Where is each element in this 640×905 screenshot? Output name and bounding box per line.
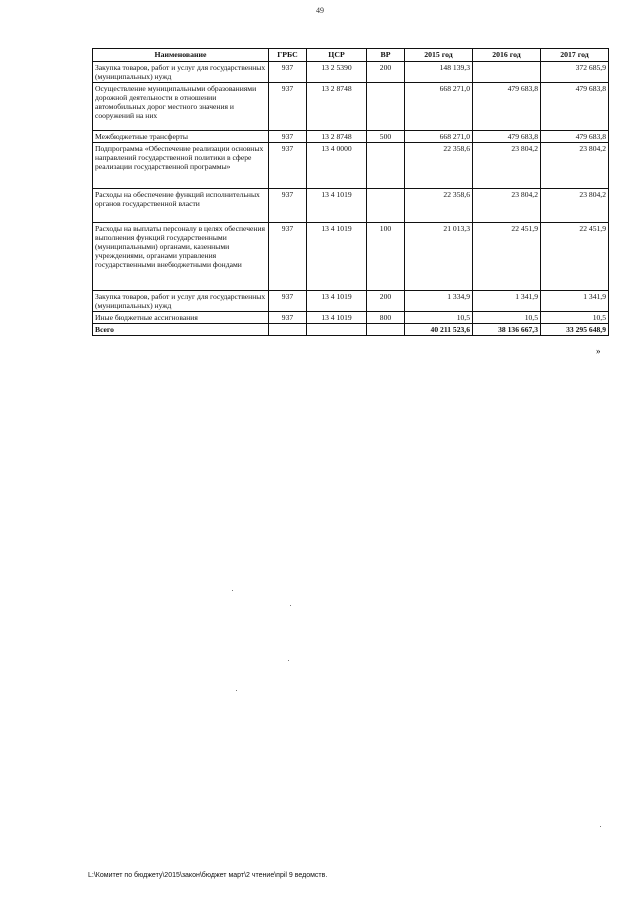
row-2015: 668 271,0 <box>405 131 473 143</box>
row-grbs: 937 <box>269 131 307 143</box>
row-2016: 10,5 <box>473 312 541 324</box>
row-grbs: 937 <box>269 143 307 189</box>
table-row <box>93 291 609 312</box>
budget-table <box>92 48 609 336</box>
row-grbs: 937 <box>269 223 307 291</box>
table-header-row <box>93 49 609 62</box>
row-name: Расходы на обеспечение функций исполнительных органов государственной власти <box>93 189 269 223</box>
row-csr: 13 4 0000 <box>307 143 367 189</box>
scan-speck <box>236 690 237 691</box>
row-2017: 479 683,8 <box>541 131 609 143</box>
scan-speck <box>288 660 289 661</box>
row-name: Закупка товаров, работ и услуг для государственных (муниципальных) нужд <box>93 291 269 312</box>
row-grbs: 937 <box>269 312 307 324</box>
total-vr-empty <box>367 324 405 336</box>
row-2017: 23 804,2 <box>541 189 609 223</box>
scan-speck <box>600 826 601 827</box>
header-2016: 2016 год <box>473 49 541 62</box>
page-number: 49 <box>316 6 324 15</box>
row-vr: 200 <box>367 291 405 312</box>
total-2016: 38 136 667,3 <box>473 324 541 336</box>
row-2016: 479 683,8 <box>473 131 541 143</box>
row-2017: 10,5 <box>541 312 609 324</box>
header-2015: 2015 год <box>405 49 473 62</box>
row-2016: 23 804,2 <box>473 143 541 189</box>
row-grbs: 937 <box>269 62 307 83</box>
table-row <box>93 189 609 223</box>
row-vr: 500 <box>367 131 405 143</box>
total-csr-empty <box>307 324 367 336</box>
total-label: Всего <box>93 324 269 336</box>
row-2016: 1 341,9 <box>473 291 541 312</box>
row-vr <box>367 189 405 223</box>
scan-speck <box>290 605 291 606</box>
row-2015: 1 334,9 <box>405 291 473 312</box>
row-vr: 100 <box>367 223 405 291</box>
row-2015: 668 271,0 <box>405 83 473 131</box>
table-row <box>93 143 609 189</box>
total-2015: 40 211 523,6 <box>405 324 473 336</box>
continuation-mark: » <box>596 346 601 356</box>
row-vr: 200 <box>367 62 405 83</box>
row-grbs: 937 <box>269 189 307 223</box>
row-name: Иные бюджетные ассигнования <box>93 312 269 324</box>
header-2017: 2017 год <box>541 49 609 62</box>
row-vr: 800 <box>367 312 405 324</box>
header-vr: ВР <box>367 49 405 62</box>
row-csr: 13 2 8748 <box>307 131 367 143</box>
row-2017: 372 685,9 <box>541 62 609 83</box>
row-csr: 13 4 1019 <box>307 189 367 223</box>
row-2017: 1 341,9 <box>541 291 609 312</box>
row-vr <box>367 83 405 131</box>
table-row <box>93 83 609 131</box>
total-2017: 33 295 648,9 <box>541 324 609 336</box>
row-2016: 22 451,9 <box>473 223 541 291</box>
header-grbs: ГРБС <box>269 49 307 62</box>
row-csr: 13 4 1019 <box>307 291 367 312</box>
row-2016: 23 804,2 <box>473 189 541 223</box>
row-name: Межбюджетные трансферты <box>93 131 269 143</box>
row-2015: 10,5 <box>405 312 473 324</box>
table-row <box>93 223 609 291</box>
table-row <box>93 131 609 143</box>
row-csr: 13 2 5390 <box>307 62 367 83</box>
row-grbs: 937 <box>269 291 307 312</box>
row-2015: 22 358,6 <box>405 143 473 189</box>
row-name: Подпрограмма «Обеспечение реализации основных направлений государственной политики в сфере реализации государственной программы» <box>93 143 269 189</box>
row-name: Закупка товаров, работ и услуг для государственных (муниципальных) нужд <box>93 62 269 83</box>
row-2017: 22 451,9 <box>541 223 609 291</box>
row-grbs: 937 <box>269 83 307 131</box>
row-2015: 148 139,3 <box>405 62 473 83</box>
row-name: Осуществление муниципальными образованиями дорожной деятельности в отношении автомобильных дорог местного значения и сооружений на них <box>93 83 269 131</box>
row-name: Расходы на выплаты персоналу в целях обеспечения выполнения функций государственными (муниципальными) органами, казенными учреждениями, органами управления государственными внебюджетными фондами <box>93 223 269 291</box>
table-row <box>93 312 609 324</box>
row-2015: 21 013,3 <box>405 223 473 291</box>
table-row <box>93 62 609 83</box>
row-2017: 479 683,8 <box>541 83 609 131</box>
footer-file-path: L:\Комитет по бюджету\2015\закон\бюджет март\2 чтение\прil 9 ведомств. <box>88 872 328 879</box>
row-vr <box>367 143 405 189</box>
header-csr: ЦСР <box>307 49 367 62</box>
total-grbs-empty <box>269 324 307 336</box>
row-2015: 22 358,6 <box>405 189 473 223</box>
row-2016 <box>473 62 541 83</box>
total-row <box>93 324 609 336</box>
row-csr: 13 2 8748 <box>307 83 367 131</box>
row-csr: 13 4 1019 <box>307 223 367 291</box>
header-name: Наименование <box>93 49 269 62</box>
scan-speck <box>232 590 233 591</box>
row-csr: 13 4 1019 <box>307 312 367 324</box>
row-2016: 479 683,8 <box>473 83 541 131</box>
row-2017: 23 804,2 <box>541 143 609 189</box>
